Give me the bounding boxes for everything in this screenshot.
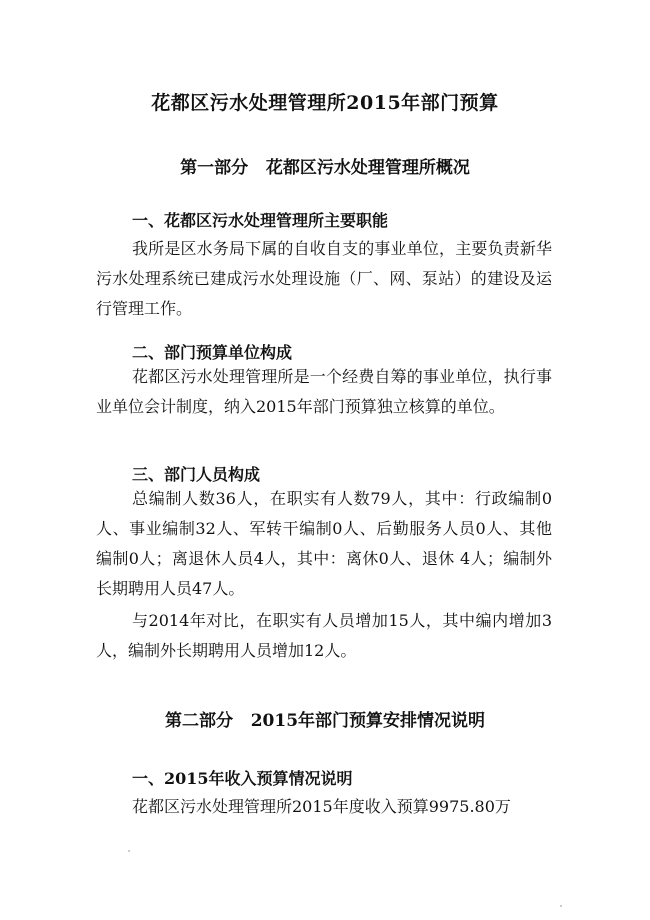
- part2-section1-heading: 一、2015年收入预算情况说明: [132, 769, 353, 788]
- section2-heading: 二、部门预算单位构成: [132, 343, 293, 362]
- part1-title: 第一部分 花都区污水处理管理所概况: [180, 158, 470, 178]
- section3-body-staffing: 总编制人数36人，在职实有人数79人，其中：行政编制0人、事业编制32人、军转干编制0人、后勤服务人员0人、其他编制0人；离退休人员4人，其中：离休0人、退休 4人；编制外长期聘用人员47人。: [96, 489, 552, 598]
- part2-title: 第二部分 2015年部门预算安排情况说明: [164, 711, 486, 731]
- section2-body: 花都区污水处理管理所是一个经费自筹的事业单位，执行事业单位会计制度，纳入2015年部门预算独立核算的单位。: [96, 367, 552, 416]
- section3-body-comparison: 与2014年对比，在职实有人员增加15人，其中编内增加3人，编制外长期聘用人员增加12人。: [96, 611, 552, 660]
- section1-body: 我所是区水务局下属的自收自支的事业单位，主要负责新华污水处理系统已建成污水处理设施（厂、网、泵站）的建设及运行管理工作。: [96, 239, 552, 318]
- part2-section1-body: 花都区污水处理管理所2015年度收入预算9975.80万: [132, 797, 511, 816]
- section1-heading: 一、花都区污水处理管理所主要职能: [132, 211, 389, 230]
- document-title: 花都区污水处理管理所2015年部门预算: [151, 92, 499, 114]
- scan-speck: [128, 850, 130, 852]
- section3-heading: 三、部门人员构成: [132, 465, 261, 484]
- scan-speck: [560, 905, 562, 907]
